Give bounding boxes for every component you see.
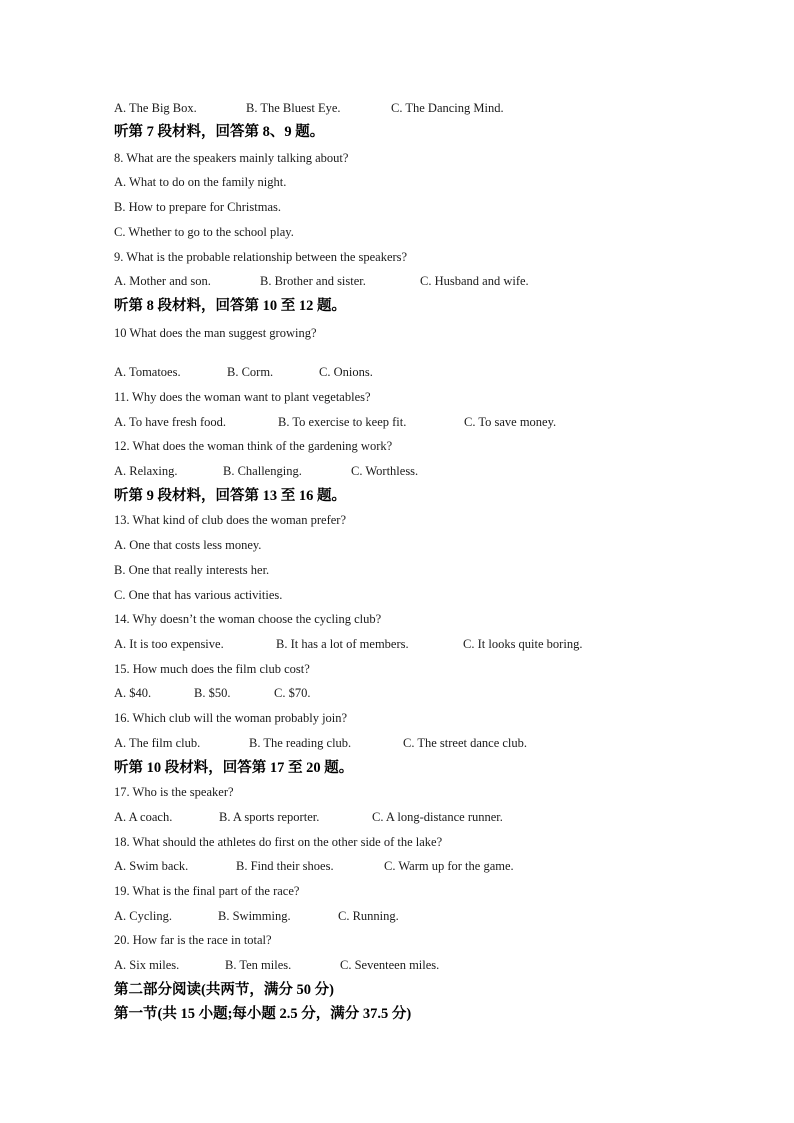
q7-option-b: B. The Bluest Eye. (246, 101, 341, 115)
q14-option-c: C. It looks quite boring. (463, 637, 583, 651)
section-heading-10: 听第 10 段材料，回答第 17 至 20 题。 (114, 760, 354, 776)
question-18: 18. What should the athletes do first on the other side of the lake? (114, 835, 443, 849)
q17-option-b: B. A sports reporter. (219, 810, 320, 824)
question-12: 12. What does the woman think of the gardening work? (114, 439, 393, 453)
q10-option-c: C. Onions. (319, 365, 373, 379)
question-10: 10 What does the man suggest growing? (114, 326, 317, 340)
q19-option-a: A. Cycling. (114, 909, 172, 923)
q14-option-b: B. It has a lot of members. (276, 637, 409, 651)
q9-option-b: B. Brother and sister. (260, 274, 366, 288)
question-9: 9. What is the probable relationship between the speakers? (114, 250, 408, 264)
question-20: 20. How far is the race in total? (114, 933, 272, 947)
q12-option-b: B. Challenging. (223, 464, 302, 478)
q18-option-a: A. Swim back. (114, 859, 189, 873)
q15-option-a: A. $40. (114, 686, 152, 700)
q18-option-c: C. Warm up for the game. (384, 859, 514, 873)
q8-option-b: B. How to prepare for Christmas. (114, 200, 281, 214)
question-14: 14. Why doesn’t the woman choose the cycling club? (114, 612, 382, 626)
q16-option-c: C. The street dance club. (403, 736, 528, 750)
q16-option-a: A. The film club. (114, 736, 201, 750)
q19-option-b: B. Swimming. (218, 909, 291, 923)
question-13: 13. What kind of club does the woman prefer? (114, 513, 346, 527)
q15-option-c: C. $70. (274, 686, 311, 700)
question-19: 19. What is the final part of the race? (114, 884, 300, 898)
question-11: 11. Why does the woman want to plant vegetables? (114, 390, 371, 404)
question-17: 17. Who is the speaker? (114, 785, 234, 799)
q20-option-c: C. Seventeen miles. (340, 958, 440, 972)
q14-option-a: A. It is too expensive. (114, 637, 224, 651)
section-heading-9: 听第 9 段材料，回答第 13 至 16 题。 (114, 488, 346, 504)
q10-option-b: B. Corm. (227, 365, 274, 379)
q13-option-c: C. One that has various activities. (114, 588, 283, 602)
q17-option-a: A. A coach. (114, 810, 173, 824)
section-heading-8: 听第 8 段材料，回答第 10 至 12 题。 (114, 298, 346, 314)
q20-option-b: B. Ten miles. (225, 958, 292, 972)
question-8: 8. What are the speakers mainly talking about? (114, 151, 349, 165)
q18-option-b: B. Find their shoes. (236, 859, 334, 873)
section-heading-7: 听第 7 段材料，回答第 8、9 题。 (114, 124, 325, 140)
q13-option-a: A. One that costs less money. (114, 538, 262, 552)
section-one-heading: 第一节(共 15 小题;每小题 2.5 分，满分 37.5 分) (114, 1006, 412, 1022)
q11-option-c: C. To save money. (464, 415, 557, 429)
q11-option-b: B. To exercise to keep fit. (278, 415, 407, 429)
q16-option-b: B. The reading club. (249, 736, 352, 750)
q7-option-c: C. The Dancing Mind. (391, 101, 504, 115)
q7-option-a: A. The Big Box. (114, 101, 197, 115)
q9-option-a: A. Mother and son. (114, 274, 211, 288)
question-15: 15. How much does the film club cost? (114, 662, 310, 676)
q11-option-a: A. To have fresh food. (114, 415, 227, 429)
q10-option-a: A. Tomatoes. (114, 365, 181, 379)
q20-option-a: A. Six miles. (114, 958, 180, 972)
q8-option-a: A. What to do on the family night. (114, 175, 287, 189)
q19-option-c: C. Running. (338, 909, 399, 923)
q13-option-b: B. One that really interests her. (114, 563, 270, 577)
question-16: 16. Which club will the woman probably join? (114, 711, 348, 725)
q12-option-a: A. Relaxing. (114, 464, 178, 478)
q15-option-b: B. $50. (194, 686, 231, 700)
q12-option-c: C. Worthless. (351, 464, 419, 478)
q9-option-c: C. Husband and wife. (420, 274, 529, 288)
q8-option-c: C. Whether to go to the school play. (114, 225, 294, 239)
part-two-heading: 第二部分阅读(共两节，满分 50 分) (114, 982, 334, 998)
q17-option-c: C. A long-distance runner. (372, 810, 503, 824)
